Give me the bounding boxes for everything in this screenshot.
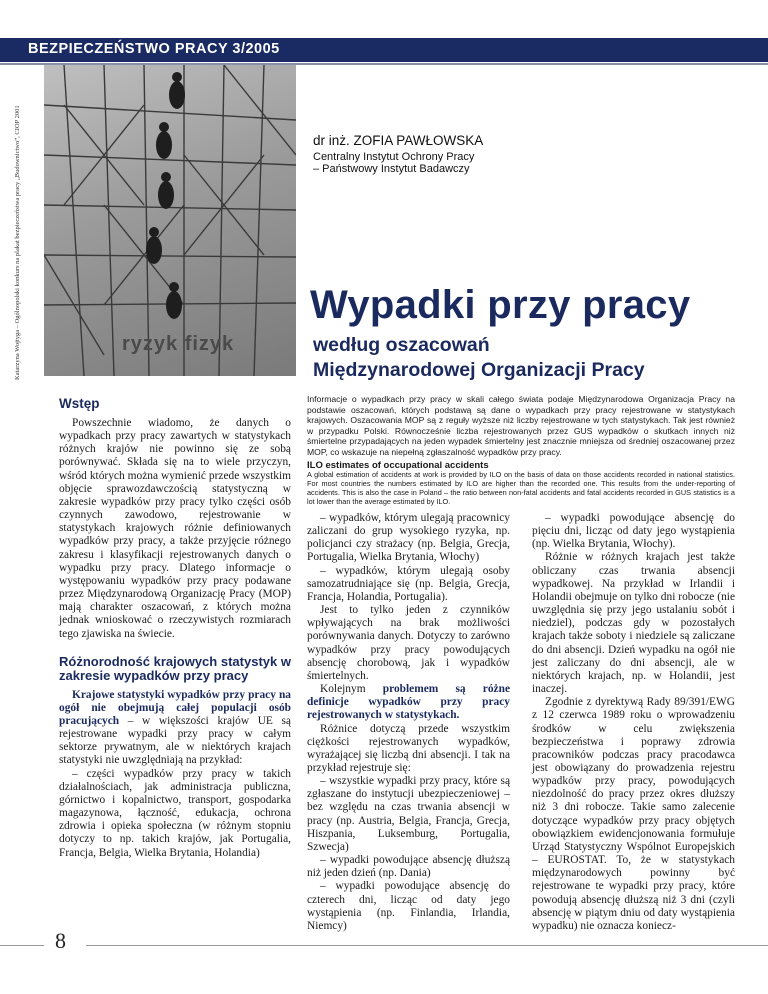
- abstract-pl: Informacje o wypadkach przy pracy w skali całego świata podaje Międzynarodowa Organizacja Pracy na podstawie oszacowań, których podstawą są dane o wypadkach przy pracy rejestrowane w statystykach krajowych. Oszacowania MOP są z reguły wyższe niż liczby rejestrowane w tych statystykach. Tak jest również w przypadku Polski. Równocześnie liczba rejestrowanych przez GUS wypadków o skutkach innych niż śmiertelne przypadających na jeden wypadek śmiertelny jest znacznie mniejsza od średniej oszacowanej przez MOP, co wskazuje na niepełną zgłaszalność wypadków przy pracy.: [307, 394, 735, 457]
- paragraph: – wypadki powodujące absencję do czterech dni, licząc od daty jego wystąpienia (np. Finlandia, Irlandia, Niemcy): [307, 880, 510, 932]
- highlight-text: problemem są różne definicje wypadków przy pracy rejestrowanych w statystykach.: [307, 683, 510, 722]
- subtitle-line: Międzynarodowej Organizacji Pracy: [313, 359, 645, 381]
- journal-title: BEZPIECZEŃSTWO PRACY 3/2005: [28, 41, 280, 57]
- column-1: [59, 397, 291, 860]
- cover-photo: [44, 65, 296, 376]
- paragraph-text: – w większości krajów UE są rejestrowane wypadki przy pracy w całym sektorze prywatnym, ale w niektórych krajach statystyki nie uwzględniają na przykład:: [59, 714, 291, 767]
- photo-credit: Katarzyna Wojtyga – Ogólnopolski konkurs na plakat bezpieczeństwa pracy „Budownictwo”, CIOP 2001: [14, 105, 21, 380]
- abstract-en-title: ILO estimates of occupational accidents: [307, 460, 489, 471]
- journal-header-bar: [0, 38, 768, 62]
- paragraph: [59, 689, 291, 768]
- paragraph-text: Kolejnym: [320, 683, 383, 696]
- highlight-text: Krajowe statystyki wypadków przy pracy na ogół nie obejmują całej populacji osób pracujących: [59, 688, 291, 727]
- abstract-en: A global estimation of accidents at work is provided by ILO on the basis of data on those accidents recorded in national statistics. For most countries the numbers estimated by ILO are higher than the recorded one. This results from the under-reporting of accidents. This is also the case in Poland – the ratio between non-fatal accidents and fatal accidents recorded in GUS statistics is a lot lower than the average estimated by ILO.: [307, 470, 735, 506]
- paragraph: – wypadki powodujące absencję do pięciu dni, licząc od daty jego wystąpienia (np. Wielka Brytania, Włochy).: [532, 512, 735, 551]
- scaffolding-illustration: [44, 65, 296, 376]
- paragraph: Powszechnie wiadomo, że danych o wypadkach przy pracy zawartych w statystykach różnych krajów nie powinno się ze sobą porównywać. Składa się na to wiele przyczyn, wśród których można wymienić przede wszystkim objęcie sprawozdawczością statystyczną w zakresie wypadków przy pracy tylko części osób czynnych zawodowo, rejestrowanie w statystykach krajowych różnie definiowanych wypadków przy pracy, a także przyjęcie różnego zakresu i klasyfikacji rejestrowanych danych o wypadku przy pracy. Dlatego informacje o występowaniu wypadków przy pracy podawane przez Międzynarodową Organizację Pracy (MOP) mają charakter oszacowań, z których można jednak wnioskować o rzeczywistych rozmiarach tego zjawiska na świecie.: [59, 417, 291, 640]
- paragraph: – wypadki powodujące absencję dłuższą niż jeden dzień (np. Dania): [307, 854, 510, 880]
- footer-rule: [86, 945, 768, 946]
- paragraph: – wypadków, którym ulegają osoby samozatrudniające się (np. Belgia, Grecja, Francja, Holandia, Portugalia).: [307, 564, 510, 603]
- paragraph: Zgodnie z dyrektywą Rady 89/391/EWG z 12 czerwca 1989 roku o wprowadzeniu środków w celu zwiększenia bezpieczeństwa i poprawy zdrowia pracowników podczas pracy pracodawca jest obowiązany do prowadzenia rejestru wypadków przy pracy, powodujących niezdolność do pracy przez okres dłuższy niż 3 dni robocze. Takie samo zalecenie dotyczące wypadków przy pracy objętych obowiązkiem ewidencjonowania formułuje Urząd Statystyczny Wspólnot Europejskich – EUROSTAT. To, że w statystykach międzynarodowych powinny być rejestrowane te wypadki przy pracy, które powodują absencję dłuższą niż 3 dni (czyli absencję w piątym dniu od daty wystąpienia wypadku) nie oznacza koniecz-: [532, 696, 735, 932]
- affiliation-line: Centralny Instytut Ochrony Pracy: [313, 151, 475, 163]
- author-affiliation: [313, 151, 474, 175]
- page-number: 8: [55, 928, 66, 953]
- author-name: dr inż. ZOFIA PAWŁOWSKA: [313, 133, 484, 148]
- paragraph: Różnie w różnych krajach jest także obliczany czas trwania absencji wypadkowej. Na przykład w Irlandii i Holandii obejmuje on tylko dni robocze (nie uwzględnia się przy jego ustalaniu sobót i niedziel), podczas gdy w pozostałych krajach także soboty i niedziele są zaliczane do dni absencji. Dzień wypadku na ogół nie jest zaliczany do dni absencji, ale w niektórych krajach, np. w Holandii, jest inaczej.: [532, 551, 735, 696]
- paragraph: Różnice dotyczą przede wszystkim ciężkości rejestrowanych wypadków, wyrażającej się liczbą dni absencji. I tak na przykład rejestruje się:: [307, 722, 510, 774]
- paragraph: – wszystkie wypadki przy pracy, które są zgłaszane do instytucji ubezpieczeniowej – bez względu na czas trwania absencji w pracy (np. Austria, Belgia, Francja, Grecja, Hiszpania, Luksemburg, Portugalia, Szwecja): [307, 775, 510, 853]
- column-2: [307, 512, 510, 933]
- footer-rule: [0, 945, 44, 946]
- paragraph: Jest to tylko jeden z czynników wpływających na brak możliwości porównywania danych. Dotyczy to zarówno wypadków przy pracy powodujących absencję chorobową, jak i wypadków śmiertelnych.: [307, 604, 510, 682]
- section-heading: Różnorodność krajowych statystyk w zakresie wypadków przy pracy: [59, 653, 291, 683]
- paragraph: – części wypadków przy pracy w takich działalnościach, jak administracja publiczna, górnictwo i kopalnictwo, transport, gospodarka magazynowa, łączność, edukacja, ochrona zdrowia i opieka społeczna (w różnym stopniu dotyczy to np. takich krajów, jak Portugalia, Francja, Belgia, Wielka Brytania, Holandia): [59, 767, 291, 859]
- poster-label: ryzyk fizyk: [122, 333, 235, 355]
- paragraph: [307, 683, 510, 722]
- section-heading: Wstęp: [59, 396, 100, 411]
- subtitle-line: według oszacowań: [313, 334, 490, 356]
- affiliation-line: – Państwowy Instytut Badawczy: [313, 163, 470, 175]
- column-3: [532, 512, 735, 933]
- article-title: Wypadki przy pracy: [310, 283, 691, 327]
- article-subtitle: [313, 333, 645, 383]
- paragraph: – wypadków, którym ulegają pracownicy zaliczani do grup wysokiego ryzyka, np. policjanci czy strażacy (np. Belgia, Grecja, Portugalia, Wielka Brytania, Włochy): [307, 512, 510, 564]
